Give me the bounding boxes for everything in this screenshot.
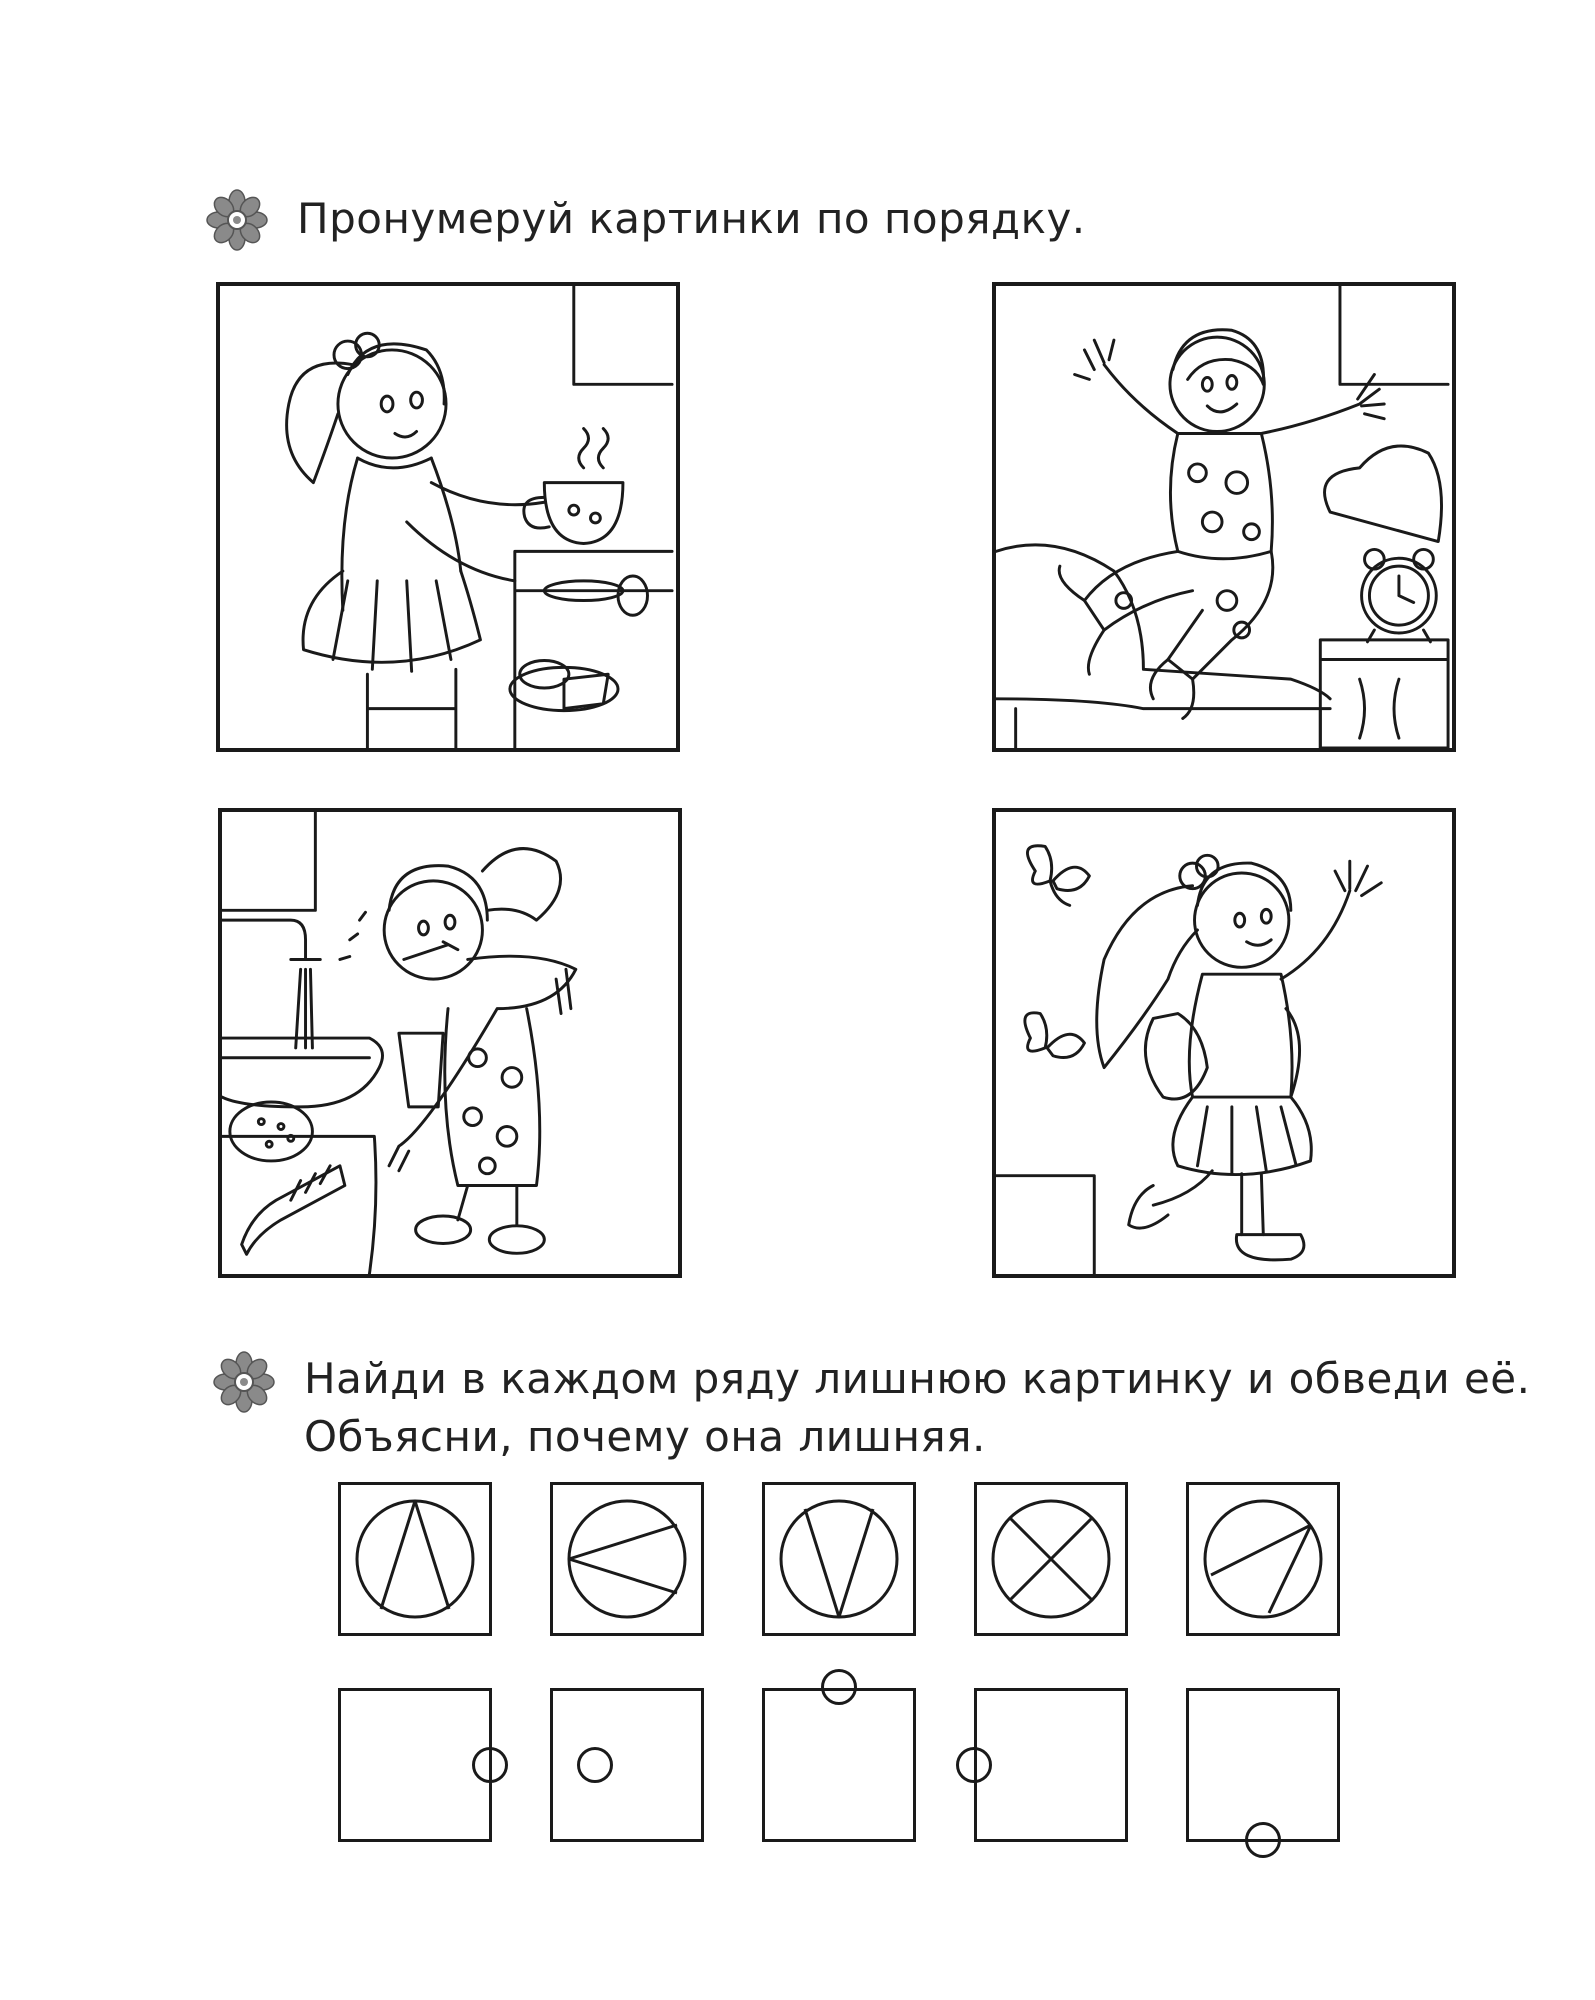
row-1-figure-1[interactable] <box>338 1482 492 1636</box>
small-circle-icon <box>821 1669 857 1705</box>
row-1-figure-4[interactable] <box>974 1482 1128 1636</box>
small-circle-icon <box>956 1747 992 1783</box>
circle-with-triangle-left-icon <box>553 1485 701 1633</box>
task-2-header <box>212 1350 1531 1466</box>
flower-icon <box>205 188 269 252</box>
circle-with-triangle-diagonal-icon <box>1189 1485 1337 1633</box>
task-2-instruction <box>304 1350 1531 1466</box>
task-2-instruction-line-2: Объясни, почему она лишняя. <box>304 1412 986 1461</box>
picture-breakfast[interactable] <box>216 282 680 752</box>
breakfast-scene-drawing <box>220 286 676 748</box>
circle-with-cross-icon <box>977 1485 1125 1633</box>
row-2-figure-5[interactable] <box>1186 1688 1340 1842</box>
washing-scene-drawing <box>222 812 678 1274</box>
picture-washing[interactable] <box>218 808 682 1278</box>
row-1-figure-5[interactable] <box>1186 1482 1340 1636</box>
row-2-figure-4[interactable] <box>974 1688 1128 1842</box>
small-circle-icon <box>577 1747 613 1783</box>
row-1-figure-2[interactable] <box>550 1482 704 1636</box>
waking-up-scene-drawing <box>996 286 1452 748</box>
task-1-instruction <box>297 190 1086 248</box>
row-2-figure-2[interactable] <box>550 1688 704 1842</box>
row-1-figure-3[interactable] <box>762 1482 916 1636</box>
task-2-instruction-line-1: Найди в каждом ряду лишнюю картинку и обведи её. <box>304 1354 1531 1403</box>
circle-with-triangle-down-icon <box>765 1485 913 1633</box>
small-circle-icon <box>1245 1822 1281 1858</box>
task-1-instruction-text: Пронумеруй картинки по порядку. <box>297 194 1086 243</box>
going-out-scene-drawing <box>996 812 1452 1274</box>
row-2-figure-1[interactable] <box>338 1688 492 1842</box>
flower-icon <box>212 1350 276 1414</box>
task-1-header <box>205 188 1086 252</box>
picture-waking-up[interactable] <box>992 282 1456 752</box>
circle-with-triangle-up-icon <box>341 1485 489 1633</box>
picture-going-out[interactable] <box>992 808 1456 1278</box>
row-2-figure-3[interactable] <box>762 1688 916 1842</box>
small-circle-icon <box>472 1747 508 1783</box>
